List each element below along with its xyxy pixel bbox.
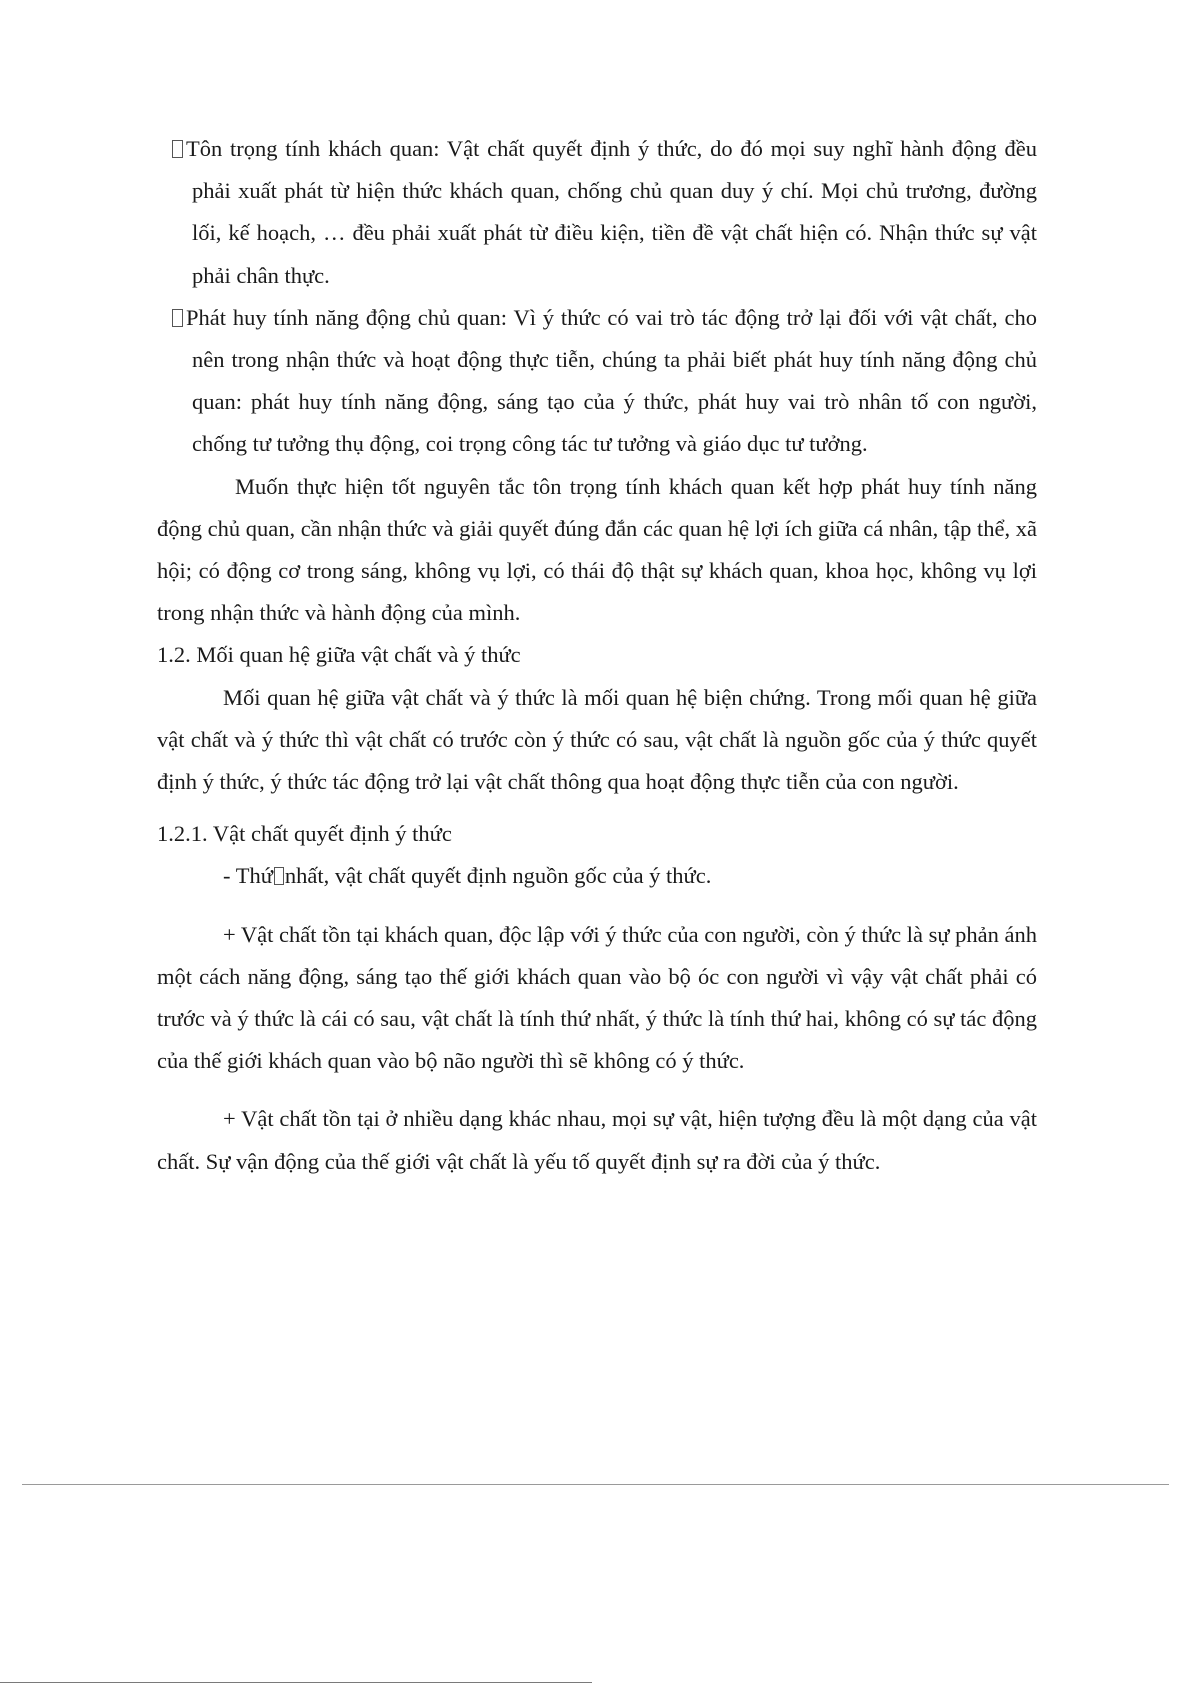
spacer	[157, 898, 1037, 914]
heading-1-2-1: 1.2.1. Vật chất quyết định ý thức	[157, 821, 452, 847]
dash-item-first	[157, 855, 1037, 897]
bullet-respect-objectivity	[157, 128, 1037, 297]
paragraph-principle: Muốn thực hiện tốt nguyên tắc tôn trọng tính khách quan kết hợp phát huy tính năng động chủ quan, cần nhận thức và giải quyết đúng đắn các quan hệ lợi ích giữa cá nhân, tập thể, xã hội; có động cơ trong sáng, không vụ lợi, có thái độ thật sự khách quan, khoa học, không vụ lợi trong nhận thức và hành động của mình.	[157, 473, 1037, 626]
plus-item-objective-matter: + Vật chất tồn tại khách quan, độc lập với ý thức của con người, còn ý thức là sự phản ánh một cách năng động, sáng tạo thế giới khách quan vào bộ óc con người vì vậy vật chất phải có trước và ý thức là cái có sau, vật chất là tính thứ nhất, ý thức là tính thứ hai, không có sự tác động của thế giới khách quan vào bộ não người thì sẽ không có ý thức.	[157, 921, 1038, 1074]
bullet-text: Tôn trọng tính khách quan: Vật chất quyết định ý thức, do đó mọi suy nghĩ hành động đều phải xuất phát từ hiện thức khách quan, chống chủ quan duy ý chí. Mọi chủ trương, đường lối, kế hoạch, … đều phải xuất phát từ điều kiện, tiền đề vật chất hiện có. Nhận thức sự vật phải chân thực.	[186, 136, 1037, 288]
bullet-subjective-dynamism	[157, 297, 1037, 466]
bottom-divider	[0, 1682, 592, 1683]
plus-item-forms-of-matter: + Vật chất tồn tại ở nhiều dạng khác nhau, mọi sự vật, hiện tượng đều là một dạng của vật chất. Sự vận động của thế giới vật chất là yếu tố quyết định sự ra đời của ý thức.	[157, 1106, 1037, 1174]
heading-1-2: 1.2. Mối quan hệ giữa vật chất và ý thức	[157, 642, 521, 668]
dash-item-suffix: nhất, vật chất quyết định nguồn gốc của ý thức.	[284, 863, 712, 889]
square-bullet-icon	[172, 140, 183, 158]
dash-item-prefix: - Thứ	[223, 863, 273, 889]
document-body	[157, 128, 1037, 1183]
bullet-text: Phát huy tính năng động chủ quan: Vì ý thức có vai trò tác động trở lại đối với vật chất, cho nên trong nhận thức và hoạt động thực tiễn, chúng ta phải biết phát huy tính năng động chủ quan: phát huy tính năng động, sáng tạo của ý thức, phát huy vai trò nhân tố con người, chống tư tưởng thụ động, coi trọng công tác tư tưởng và giáo dục tư tưởng.	[186, 304, 1037, 457]
spacer	[157, 1082, 1037, 1098]
paragraph-relationship: Mối quan hệ giữa vật chất và ý thức là mối quan hệ biện chứng. Trong mối quan hệ giữa vật chất và ý thức thì vật chất có trước còn ý thức có sau, vật chất là nguồn gốc của ý thức quyết định ý thức, ý thức tác động trở lại vật chất thông qua hoạt động thực tiễn của con người.	[157, 684, 1037, 795]
square-bullet-icon	[172, 309, 183, 327]
footer-divider	[22, 1484, 1169, 1485]
missing-glyph-icon	[274, 867, 284, 885]
